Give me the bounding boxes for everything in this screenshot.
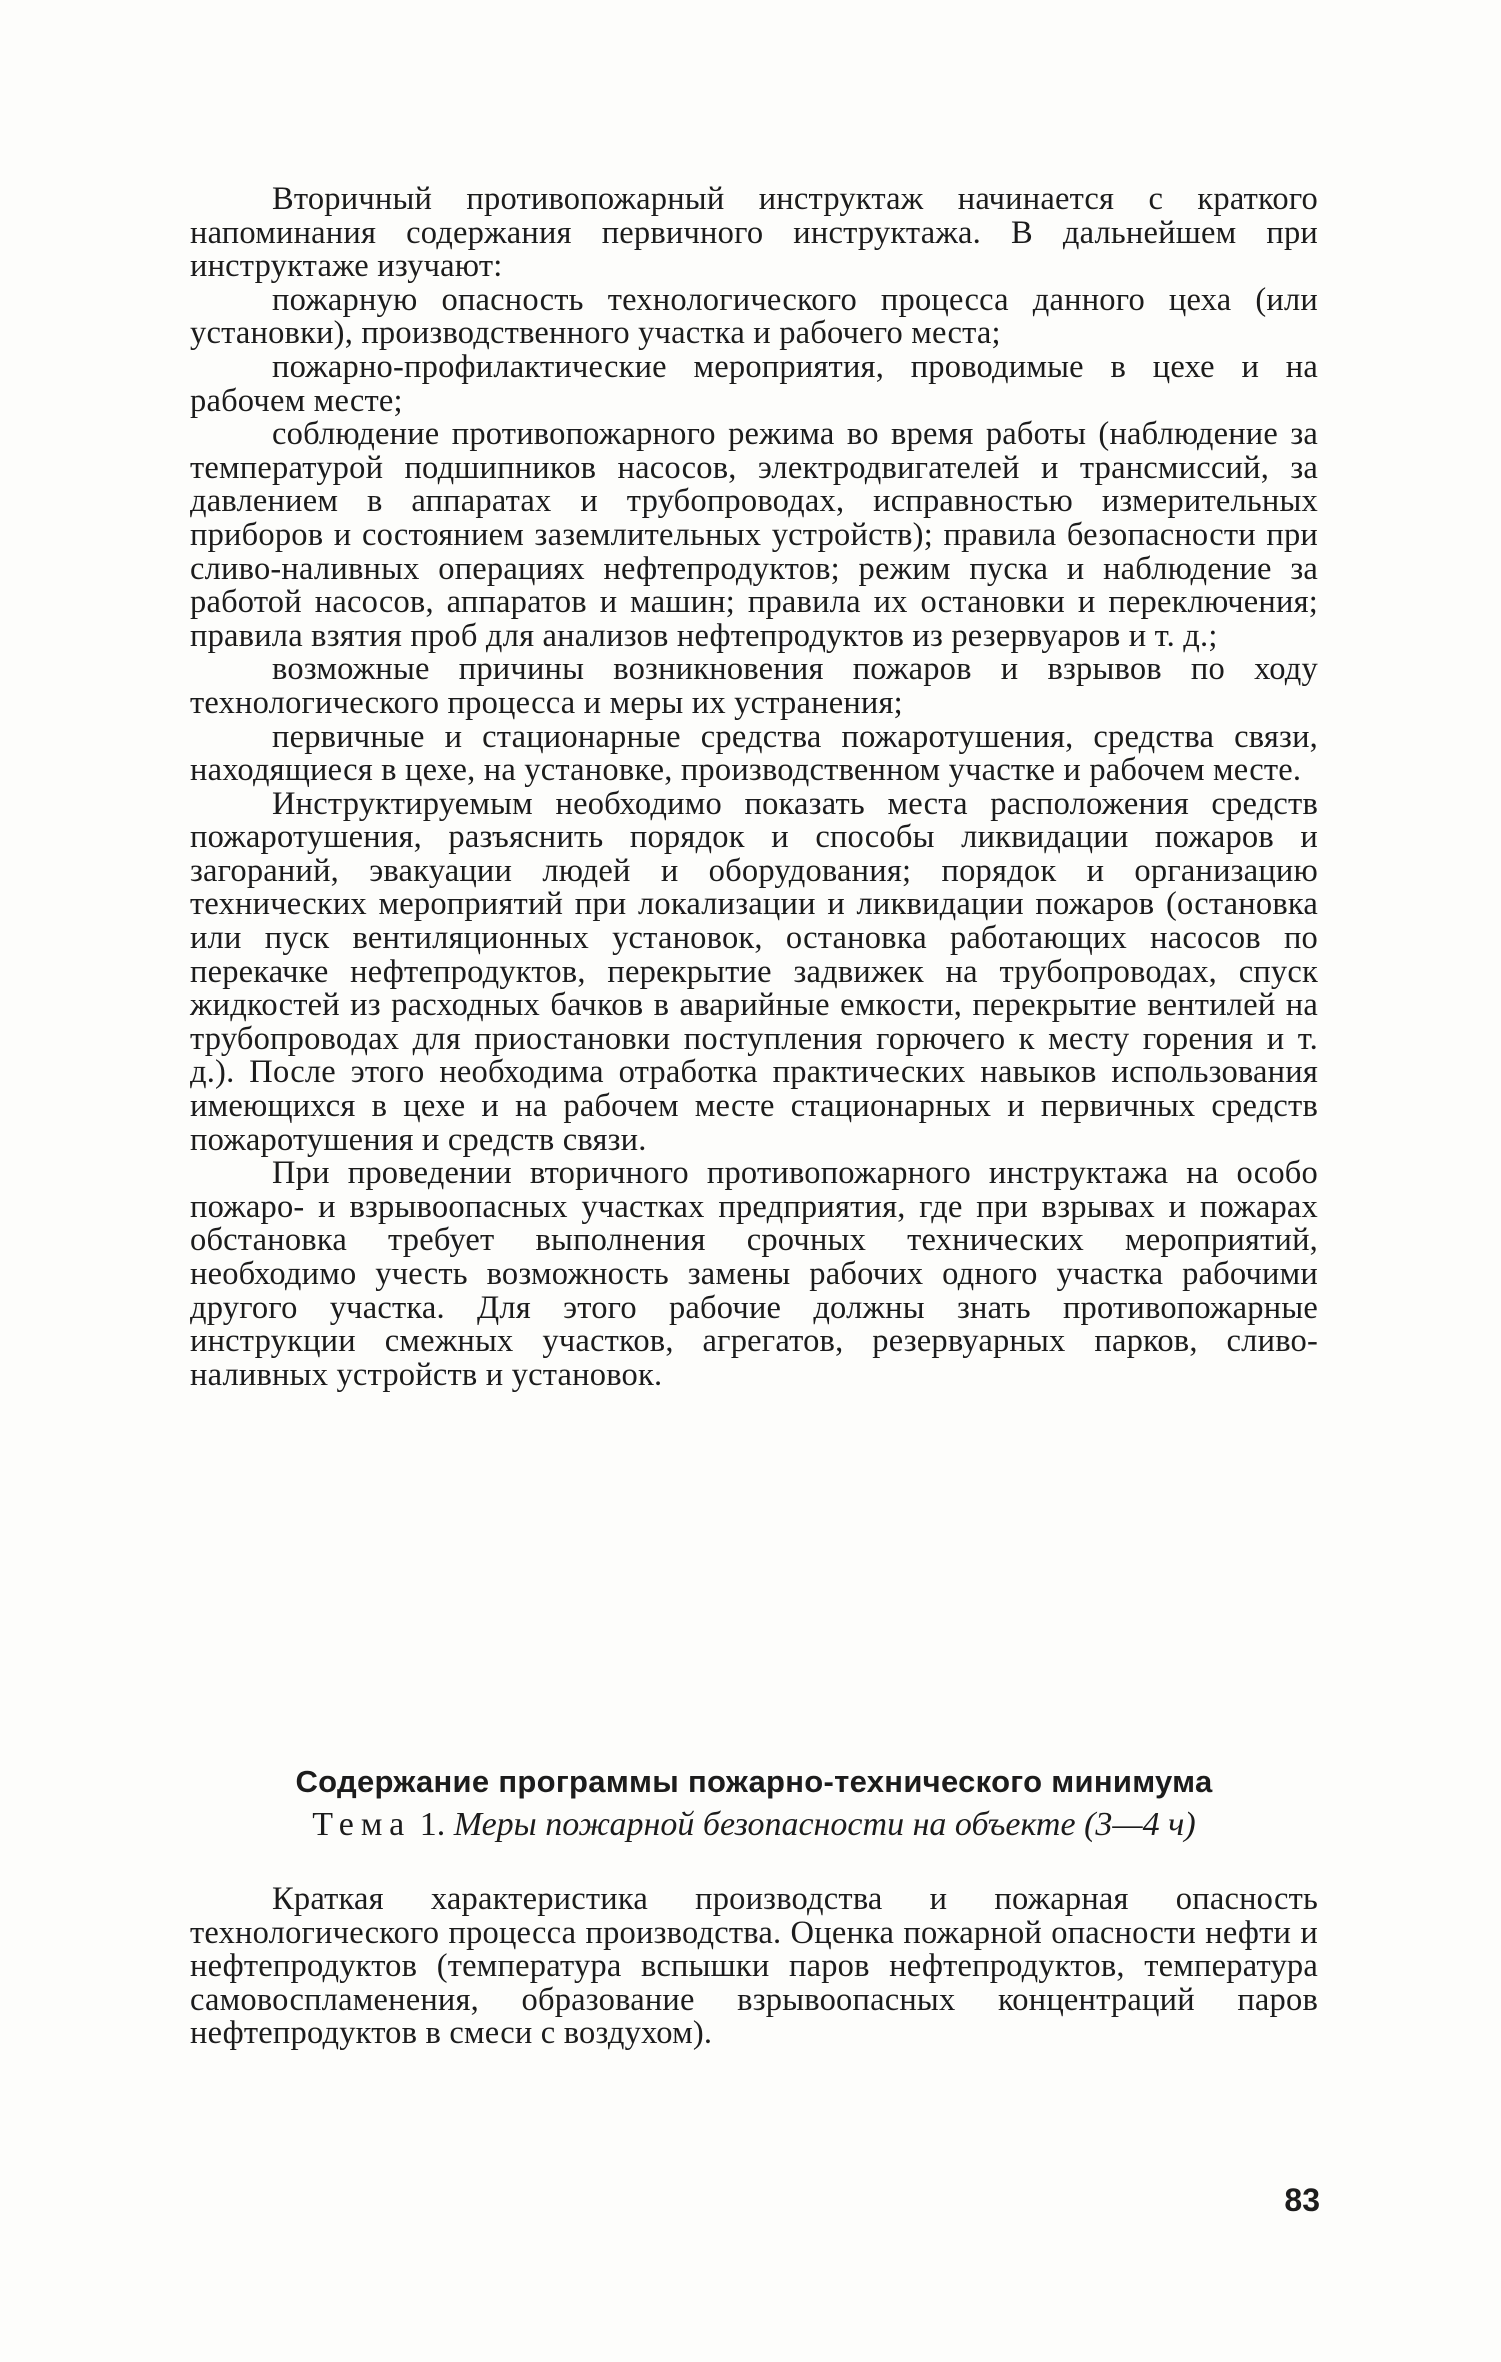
body-text-lower xyxy=(190,1883,1318,2051)
topic-heading xyxy=(190,1805,1318,1845)
topic-number: 1. xyxy=(419,1806,446,1843)
paragraph: При проведении вторичного противопожарного инструктажа на особо пожаро- и взрывоопасных участках предприятия, где при взрывах и пожарах обстановка требует выполнения срочных технических мероприятий, необходимо учесть возможность замены рабочих одного участка рабочими другого участка. Для этого рабочие должны знать противопожарные инструкции смежных участков, агрегатов, резервуарных парков, сливо-наливных устройств и установок. xyxy=(190,1155,1318,1393)
topic-title: Меры пожарной безопасности на объекте (3—4 ч) xyxy=(453,1806,1196,1843)
paragraph: соблюдение противопожарного режима во время работы (наблюдение за температурой подшипников насосов, электродвигателей и трансмиссий, за давлением в аппаратах и трубопроводах, исправностью измерительных приборов и состоянием заземлительных устройств); правила безопасности при сливо-наливных операциях нефтепродуктов; режим пуска и наблюдение за работой насосов, аппаратов и машин; правила их остановки и переключения; правила взятия проб для анализов нефтепродуктов из резервуаров и т. д.; xyxy=(190,416,1318,654)
paragraph: пожарную опасность технологического процесса данного цеха (или установки), производственного участка и рабочего места; xyxy=(190,281,1318,352)
section-heading: Содержание программы пожарно-технического минимума xyxy=(295,1764,1213,1799)
topic-label: Тема xyxy=(312,1806,412,1843)
paragraph: пожарно-профилактические мероприятия, проводимые в цехе и на рабочем месте; xyxy=(190,348,1318,419)
paragraph: Вторичный противопожарный инструктаж начинается с краткого напоминания содержания первичного инструктажа. В дальнейшем при инструктаже изучают: xyxy=(190,181,1318,285)
paragraph: первичные и стационарные средства пожаротушения, средства связи, находящиеся в цехе, на установке, производственном участке и рабочем месте. xyxy=(190,718,1318,789)
paragraph: Инструктируемым необходимо показать места расположения средств пожаротушения, разъяснить порядок и способы ликвидации пожаров и загораний, эвакуации людей и оборудования; порядок и организацию технических мероприятий при локализации и ликвидации пожаров (остановка или пуск вентиляционных установок, остановка работающих насосов по перекачке нефтепродуктов, перекрытие задвижек на трубопроводах, спуск жидкостей из расходных бачков в аварийные емкости, перекрытие вентилей на трубопроводах для приостановки поступления горючего к месту горения и т. д.). После этого необходима отработка практических навыков использования имеющихся в цехе и на рабочем месте стационарных и первичных средств пожаротушения и средств связи. xyxy=(190,785,1318,1158)
paragraph: Краткая характеристика производства и пожарная опасность технологического процесса производства. Оценка пожарной опасности нефти и нефтепродуктов (температура вспышки паров нефтепродуктов, температура самовоспламенения, образование взрывоопасных концентраций паров нефтепродуктов в смеси с воздухом). xyxy=(190,1881,1318,2052)
body-text-upper xyxy=(190,183,1318,1392)
paragraph: возможные причины возникновения пожаров и взрывов по ходу технологического процесса и меры их устранения; xyxy=(190,651,1318,721)
page-number: 83 xyxy=(1284,2182,1320,2218)
